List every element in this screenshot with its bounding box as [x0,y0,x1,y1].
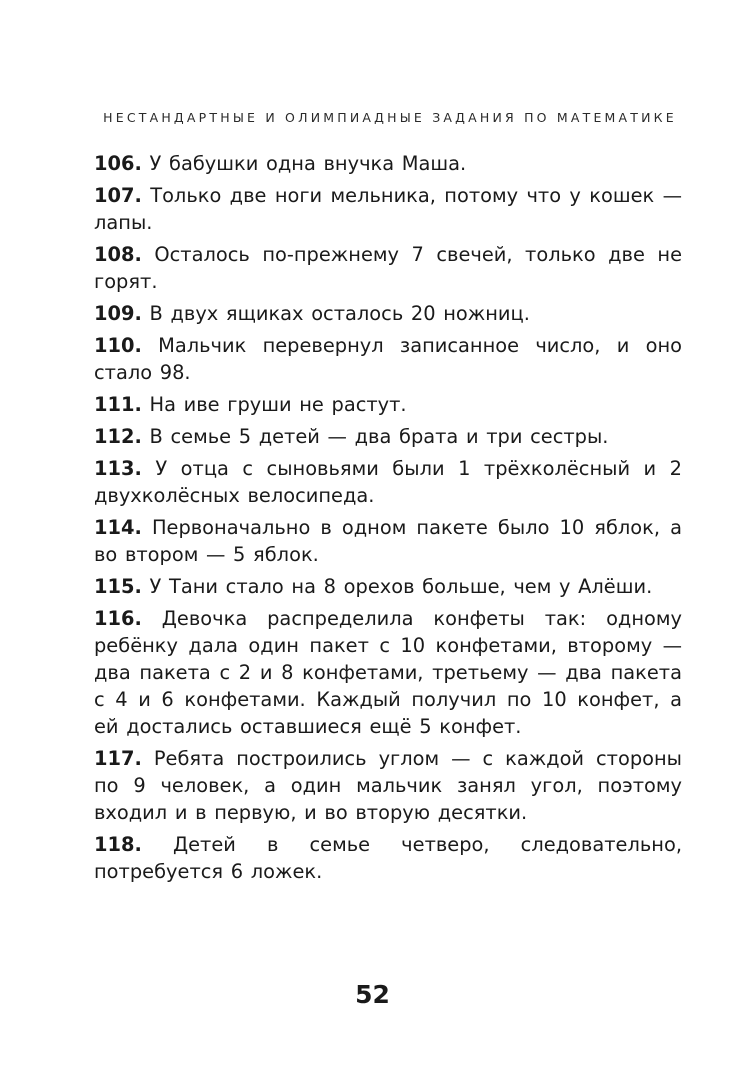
answer-item [94,831,682,885]
page-number: 52 [355,980,390,1009]
answer-text: Только две ноги мельника, потому что у кошек — лапы. [94,184,682,234]
answer-text: Детей в семье четверо, следовательно, потребуется 6 ложек. [94,833,682,883]
answer-number: 116. [94,607,142,630]
answer-item [94,391,682,418]
answer-item [94,605,682,740]
answer-number: 113. [94,457,142,480]
answer-text: Девочка распределила конфеты так: одному ребёнку дала один пакет с 10 конфетами, второму — два пакета с 2 и 8 конфетами, третьему — два пакета с 4 и 6 конфетами. Каждый получил по 10 конфет, а ей достались оставшиеся ещё 5 конфет. [94,607,682,738]
answers-list [94,150,682,890]
answer-number: 115. [94,575,142,598]
answer-number: 108. [94,243,142,266]
answer-item [94,241,682,295]
answer-item [94,455,682,509]
answer-text: У отца с сыновьями были 1 трёхколёсный и 2 двухколёсных велосипеда. [94,457,682,507]
answer-text: В семье 5 детей — два брата и три сестры. [149,425,609,448]
answer-number: 110. [94,334,142,357]
answer-text: У бабушки одна внучка Маша. [149,152,467,175]
answer-item [94,332,682,386]
answer-number: 112. [94,425,142,448]
answer-number: 111. [94,393,142,416]
answer-text: Мальчик перевернул записанное число, и оно стало 98. [94,334,682,384]
answer-item [94,514,682,568]
answer-item [94,423,682,450]
answer-text: В двух ящиках осталось 20 ножниц. [149,302,530,325]
answer-number: 118. [94,833,142,856]
answer-item [94,745,682,826]
answer-item [94,300,682,327]
answer-item [94,573,682,600]
answer-number: 117. [94,747,142,770]
answer-text: Ребята построились углом — с каждой стороны по 9 человек, а один мальчик занял угол, поэтому входил и в первую, и во вторую десятки. [94,747,682,824]
answer-number: 106. [94,152,142,175]
answer-text: Первоначально в одном пакете было 10 яблок, а во втором — 5 яблок. [94,516,683,566]
answer-number: 114. [94,516,142,539]
answer-number: 107. [94,184,142,207]
running-header: НЕСТАНДАРТНЫЕ И ОЛИМПИАДНЫЕ ЗАДАНИЯ ПО МАТЕМАТИКЕ [103,110,677,125]
answer-item [94,150,682,177]
answer-text: На иве груши не растут. [149,393,407,416]
answer-text: Осталось по-прежнему 7 свечей, только две не горят. [94,243,683,293]
answer-number: 109. [94,302,142,325]
answer-text: У Тани стало на 8 орехов больше, чем у Алёши. [149,575,653,598]
answer-item [94,182,682,236]
